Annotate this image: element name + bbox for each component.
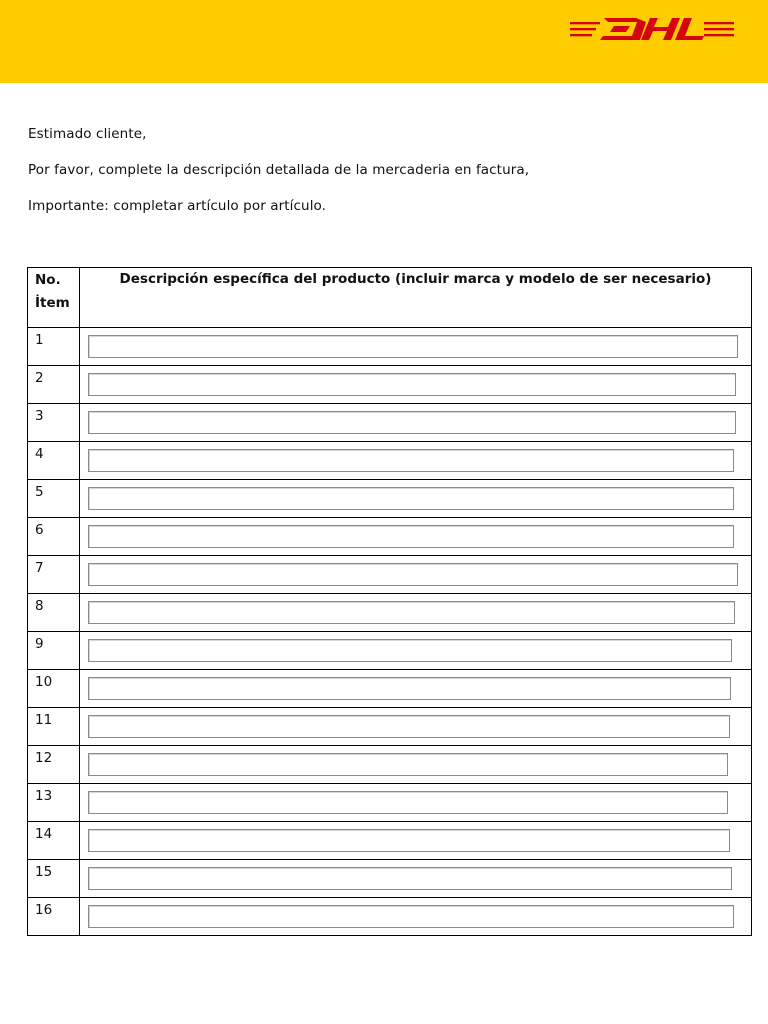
table-row bbox=[28, 708, 752, 746]
table-row bbox=[28, 442, 752, 480]
item-number-cell: 7 bbox=[28, 556, 80, 594]
item-number-cell: 10 bbox=[28, 670, 80, 708]
item-number-cell: 11 bbox=[28, 708, 80, 746]
table-row bbox=[28, 784, 752, 822]
table-body bbox=[28, 328, 752, 936]
description-cell bbox=[80, 404, 752, 442]
column-header-no-line2: İtem bbox=[35, 295, 70, 311]
description-input-5[interactable] bbox=[88, 487, 734, 510]
item-number-cell: 5 bbox=[28, 480, 80, 518]
description-input-6[interactable] bbox=[88, 525, 734, 548]
description-cell bbox=[80, 708, 752, 746]
description-input-14[interactable] bbox=[88, 829, 730, 852]
description-cell bbox=[80, 898, 752, 936]
item-number-cell: 1 bbox=[28, 328, 80, 366]
column-header-no-line1: No. bbox=[35, 272, 61, 288]
description-input-8[interactable] bbox=[88, 601, 735, 624]
header-band bbox=[0, 0, 768, 83]
table-row bbox=[28, 860, 752, 898]
item-number-cell: 14 bbox=[28, 822, 80, 860]
item-number-cell: 6 bbox=[28, 518, 80, 556]
description-cell bbox=[80, 366, 752, 404]
dhl-logo bbox=[570, 12, 734, 46]
description-input-12[interactable] bbox=[88, 753, 728, 776]
description-input-10[interactable] bbox=[88, 677, 731, 700]
description-cell bbox=[80, 442, 752, 480]
table-row bbox=[28, 822, 752, 860]
note-text: Importante: completar artículo por artículo. bbox=[28, 198, 327, 214]
table-row bbox=[28, 404, 752, 442]
description-input-4[interactable] bbox=[88, 449, 734, 472]
description-input-16[interactable] bbox=[88, 905, 734, 928]
item-number-cell: 8 bbox=[28, 594, 80, 632]
table-row bbox=[28, 366, 752, 404]
greeting-text: Estimado cliente, bbox=[28, 126, 147, 142]
description-input-15[interactable] bbox=[88, 867, 732, 890]
request-text: Por favor, complete la descripción detallada de la mercaderia en factura, bbox=[28, 162, 530, 178]
description-input-13[interactable] bbox=[88, 791, 728, 814]
items-table bbox=[27, 267, 752, 936]
item-number-cell: 13 bbox=[28, 784, 80, 822]
description-input-2[interactable] bbox=[88, 373, 736, 396]
column-header-description: Descripción específica del producto (incluir marca y modelo de ser necesario) bbox=[80, 268, 752, 328]
description-cell bbox=[80, 822, 752, 860]
description-cell bbox=[80, 518, 752, 556]
table-row bbox=[28, 556, 752, 594]
description-input-1[interactable] bbox=[88, 335, 738, 358]
table-header-row bbox=[28, 268, 752, 328]
item-number-cell: 2 bbox=[28, 366, 80, 404]
table-row bbox=[28, 746, 752, 784]
item-number-cell: 4 bbox=[28, 442, 80, 480]
item-number-cell: 12 bbox=[28, 746, 80, 784]
table-row bbox=[28, 480, 752, 518]
description-cell bbox=[80, 860, 752, 898]
item-number-cell: 9 bbox=[28, 632, 80, 670]
description-cell bbox=[80, 328, 752, 366]
description-cell bbox=[80, 670, 752, 708]
table-row bbox=[28, 328, 752, 366]
item-number-cell: 3 bbox=[28, 404, 80, 442]
column-header-item-number bbox=[28, 268, 80, 328]
table-row bbox=[28, 594, 752, 632]
description-cell bbox=[80, 594, 752, 632]
description-input-9[interactable] bbox=[88, 639, 732, 662]
item-number-cell: 15 bbox=[28, 860, 80, 898]
dhl-logo-graphic bbox=[570, 12, 734, 46]
description-input-7[interactable] bbox=[88, 563, 738, 586]
description-cell bbox=[80, 556, 752, 594]
description-cell bbox=[80, 784, 752, 822]
table-row bbox=[28, 632, 752, 670]
description-cell bbox=[80, 632, 752, 670]
table-row bbox=[28, 898, 752, 936]
description-cell bbox=[80, 746, 752, 784]
table-row bbox=[28, 518, 752, 556]
description-input-3[interactable] bbox=[88, 411, 736, 434]
description-cell bbox=[80, 480, 752, 518]
table-row bbox=[28, 670, 752, 708]
item-number-cell: 16 bbox=[28, 898, 80, 936]
description-input-11[interactable] bbox=[88, 715, 730, 738]
